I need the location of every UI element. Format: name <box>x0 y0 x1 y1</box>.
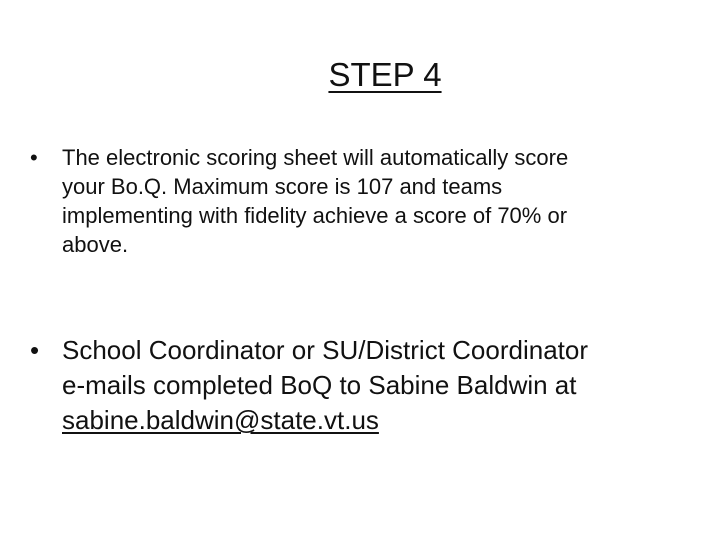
bullet-line: implementing with fidelity achieve a score of 70% or <box>62 203 568 228</box>
slide-title: STEP 4 <box>328 56 442 93</box>
bullet-marker: • <box>30 335 40 365</box>
email-link[interactable]: sabine.baldwin@state.vt.us <box>62 405 379 435</box>
bullet-text <box>62 143 670 259</box>
bullet-line: School Coordinator or SU/District Coordinator <box>62 335 588 365</box>
bullet-text <box>62 333 670 438</box>
bullet-line: The electronic scoring sheet will automatically score <box>62 145 569 170</box>
bullet-line: your Bo.Q. Maximum score is 107 and teams <box>62 174 503 199</box>
email-line <box>62 403 670 438</box>
bullet-line: e-mails completed BoQ to Sabine Baldwin at <box>62 370 577 400</box>
bullet-line: above. <box>62 232 129 257</box>
bullet-item-scoring <box>30 143 670 259</box>
bullet-item-submission <box>30 333 670 438</box>
bullet-marker: • <box>30 145 38 170</box>
